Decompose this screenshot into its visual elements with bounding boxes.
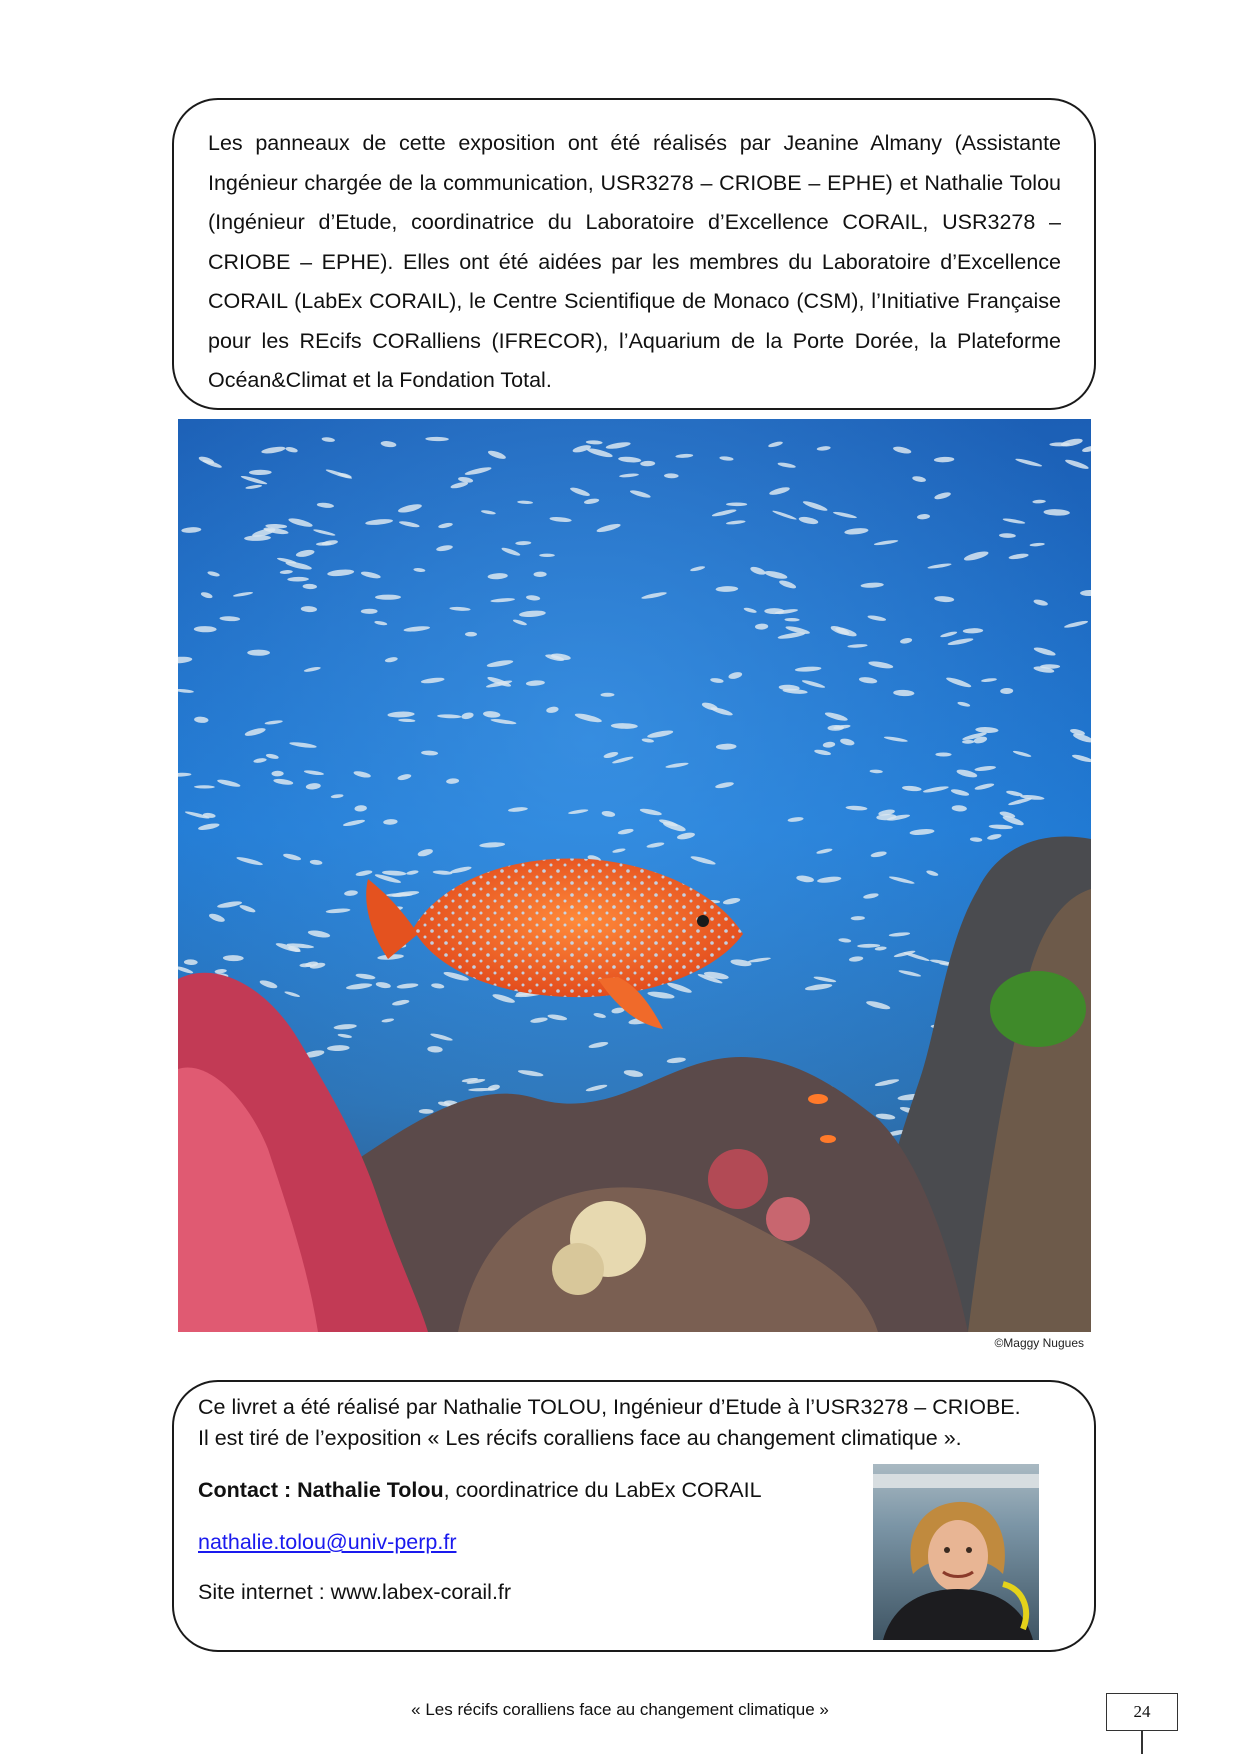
coral-reef-photo (178, 419, 1091, 1332)
credits-box (172, 98, 1096, 410)
contact-label: Contact : Nathalie Tolou (198, 1478, 444, 1502)
booklet-credit-line: Ce livret a été réalisé par Nathalie TOLOU, Ingénieur d’Etude à l’USR3278 – CRIOBE. (198, 1395, 1021, 1419)
photo-credit: ©Maggy Nugues (994, 1336, 1084, 1350)
website-line: Site internet : www.labex-corail.fr (198, 1580, 512, 1604)
email-link[interactable]: nathalie.tolou@univ-perp.fr (198, 1530, 457, 1554)
footer-title: « Les récifs coralliens face au changement climatique » (411, 1700, 829, 1719)
contact-line (198, 1478, 762, 1503)
contact-portrait-photo (873, 1464, 1039, 1640)
exhibition-source-line: Il est tiré de l’exposition « Les récifs coralliens face au changement climatique ». (198, 1426, 962, 1450)
contact-role: , coordinatrice du LabEx CORAIL (443, 1478, 762, 1502)
credits-paragraph: Les panneaux de cette exposition ont été réalisés par Jeanine Almany (Assistante Ingénieur chargée de la communication, USR3278 – CRIOBE – EPHE) et Nathalie Tolou (Ingénieur d’Etude, coordinatrice du Laboratoire d’Excellence CORAIL, USR3278 – CRIOBE – EPHE). Elles ont été aidées par les membres du Laboratoire d’Excellence CORAIL (LabEx CORAIL), le Centre Scientifique de Monaco (CSM), l’Initiative Française pour les REcifs CORalliens (IFRECOR), l’Aquarium de la Porte Dorée, la Plateforme Océan&Climat et la Fondation Total. (208, 131, 1061, 392)
page-number-tick (1141, 1731, 1143, 1754)
page-number: 24 (1106, 1693, 1178, 1731)
